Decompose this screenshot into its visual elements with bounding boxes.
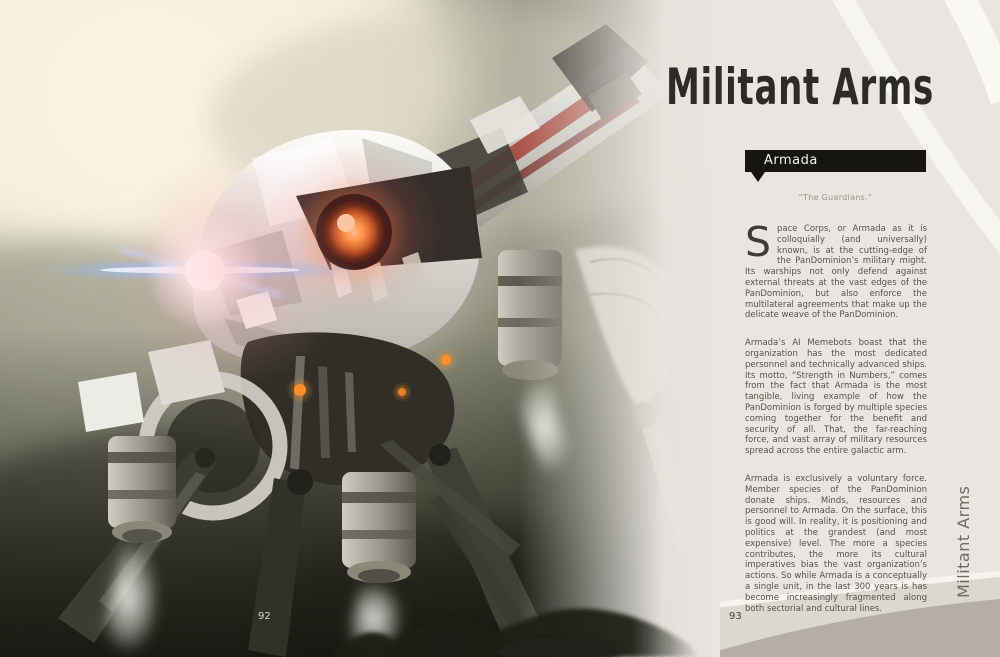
epigraph: “The Guardians.” <box>798 193 873 202</box>
drop-cap: S <box>745 218 772 266</box>
section-banner <box>745 150 926 172</box>
section-banner-pointer <box>751 172 765 182</box>
swoosh-arc-outer <box>950 0 1000 100</box>
paragraph: Armada is exclusively a voluntary force. Member species of the PanDominion donate ships. Minds, resources and personnel to Armada. On the surface, this is good will. In reality, it is positioning and politics at the grandest (and most expensive) level. The more a species contributes, the more its cultural imperatives bias the vast organization’s actions. So while Armada is a conceptually a single unit, in the last 300 years is has become increasingly fragmented along both sectorial and cultural lines. <box>745 473 927 614</box>
body-text-column <box>745 218 927 631</box>
paragraph-text: pace Corps, or Armada as it is colloquially (and universally) known, is at the cutting-edge of the PanDominion’s military might. Its warships not only defend against external threats at the vast edges of the PanDominion, but also enforce the multilateral agreements that make up the delicate weave of the PanDominion. <box>745 224 927 321</box>
page-number-left: 92 <box>258 611 271 622</box>
paragraph <box>745 218 927 321</box>
paragraph: Armada’s AI Memebots boast that the organization has the most dedicated personnel and technically advanced ships. Its motto, “Strength in Numbers,” comes from the fact that Armada is the most tangible, living example of how the PanDominion is forged by multiple species coming together for the benefit and security of all. That, the far-reaching force, and vast array of military resources spread across the entire galactic arm. <box>745 338 927 457</box>
page-number-right: 93 <box>729 611 742 622</box>
side-tab-label: Militant Arms <box>954 485 973 598</box>
section-banner-label: Armada <box>764 153 818 168</box>
page-title: Militant Arms <box>666 58 934 116</box>
